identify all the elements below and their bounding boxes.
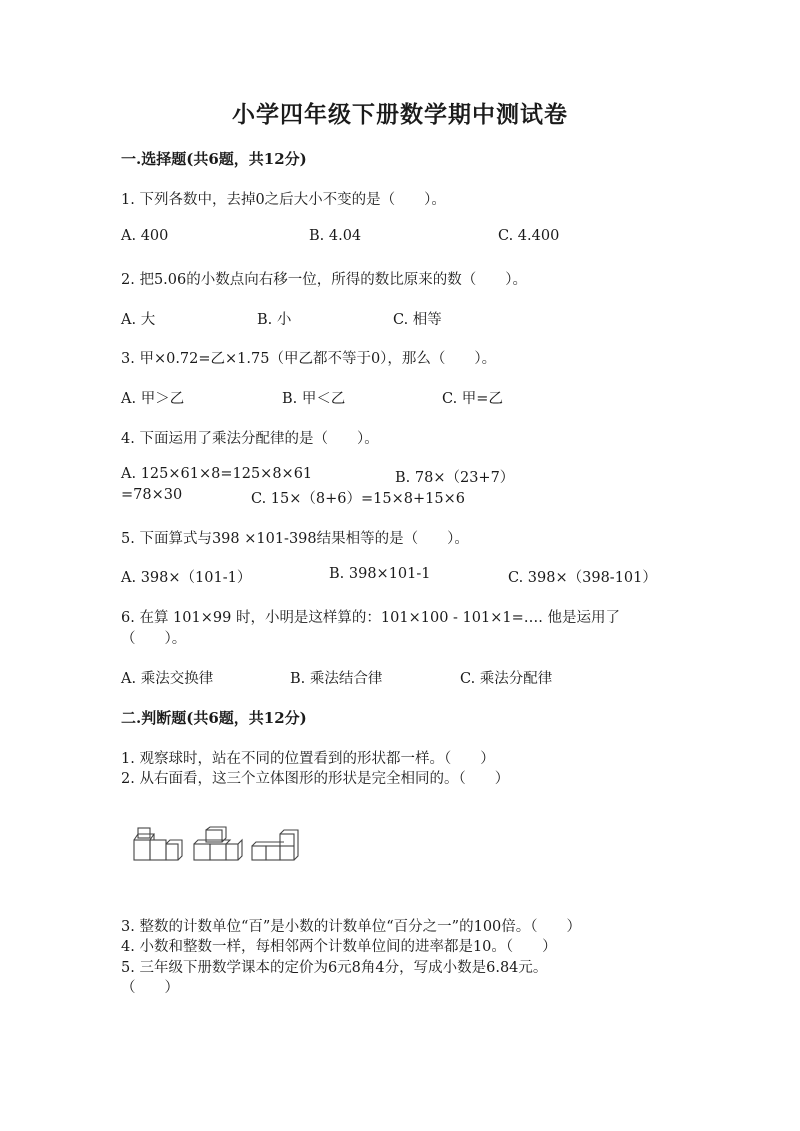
statement-2: 2. 从右面看，这三个立体图形的形状是完全相同的。（ ） [121, 771, 510, 787]
question-3-option-c: C. 甲=乙 [442, 391, 503, 407]
question-6-stem: 6. 在算 101×99 时，小明是这样算的：101×100 - 101×1=…. 他是运用了 [121, 610, 620, 626]
cube-figure-1 [134, 828, 182, 860]
statement-5-continued: （ ） [121, 980, 179, 996]
question-1-option-a: A. 400 [121, 228, 169, 244]
question-2-option-b: B. 小 [257, 312, 292, 328]
section-heading-judgement: 二.判断题(共6题，共12分) [121, 709, 307, 727]
cube-figure-3 [252, 830, 298, 860]
question-6-option-b: B. 乘法结合律 [290, 671, 383, 687]
question-3-option-a: A. 甲＞乙 [121, 391, 185, 407]
question-5-option-a: A. 398×（101-1） [121, 570, 252, 586]
page-title: 小学四年级下册数学期中测试卷 [232, 101, 568, 128]
statement-5: 5. 三年级下册数学课本的定价为6元8角4分，写成小数是6.84元。 [121, 960, 548, 976]
question-4-option-b-continued: =78×30 [121, 487, 183, 503]
question-2-option-a: A. 大 [121, 312, 156, 328]
cube-figures-image [128, 826, 308, 866]
question-5-option-b: B. 398×101-1 [329, 566, 431, 582]
question-5-stem: 5. 下面算式与398 ×101-398结果相等的是（ ）。 [121, 531, 469, 547]
question-6-option-a: A. 乘法交换律 [121, 671, 214, 687]
statement-3: 3. 整数的计数单位“百”是小数的计数单位“百分之一”的100倍。（ ） [121, 919, 582, 935]
question-1-option-b: B. 4.04 [309, 228, 362, 244]
question-4-option-b: B. 78×（23+7） [395, 470, 515, 486]
question-5-option-c: C. 398×（398-101） [508, 570, 657, 586]
statement-4: 4. 小数和整数一样，每相邻两个计数单位间的进率都是10。（ ） [121, 939, 557, 955]
question-2-stem: 2. 把5.06的小数点向右移一位，所得的数比原来的数（ ）。 [121, 272, 527, 288]
question-1-option-c: C. 4.400 [498, 228, 560, 244]
statement-1: 1. 观察球时，站在不同的位置看到的形状都一样。（ ） [121, 751, 495, 767]
question-6-option-c: C. 乘法分配律 [460, 671, 553, 687]
question-6-stem-continued: （ ）。 [121, 631, 187, 647]
question-3-option-b: B. 甲＜乙 [282, 391, 346, 407]
question-4-option-a: A. 125×61×8=125×8×61 [121, 466, 313, 482]
question-4-option-c: C. 15×（8+6）=15×8+15×6 [251, 491, 465, 507]
question-4-stem: 4. 下面运用了乘法分配律的是（ ）。 [121, 431, 379, 447]
question-2-option-c: C. 相等 [393, 312, 442, 328]
cube-figure-2 [194, 827, 242, 860]
question-1-stem: 1. 下列各数中，去掉0之后大小不变的是（ ）。 [121, 192, 446, 208]
question-3-stem: 3. 甲×0.72=乙×1.75（甲乙都不等于0），那么（ ）。 [121, 351, 497, 367]
section-heading-choice: 一.选择题(共6题，共12分) [121, 150, 307, 168]
